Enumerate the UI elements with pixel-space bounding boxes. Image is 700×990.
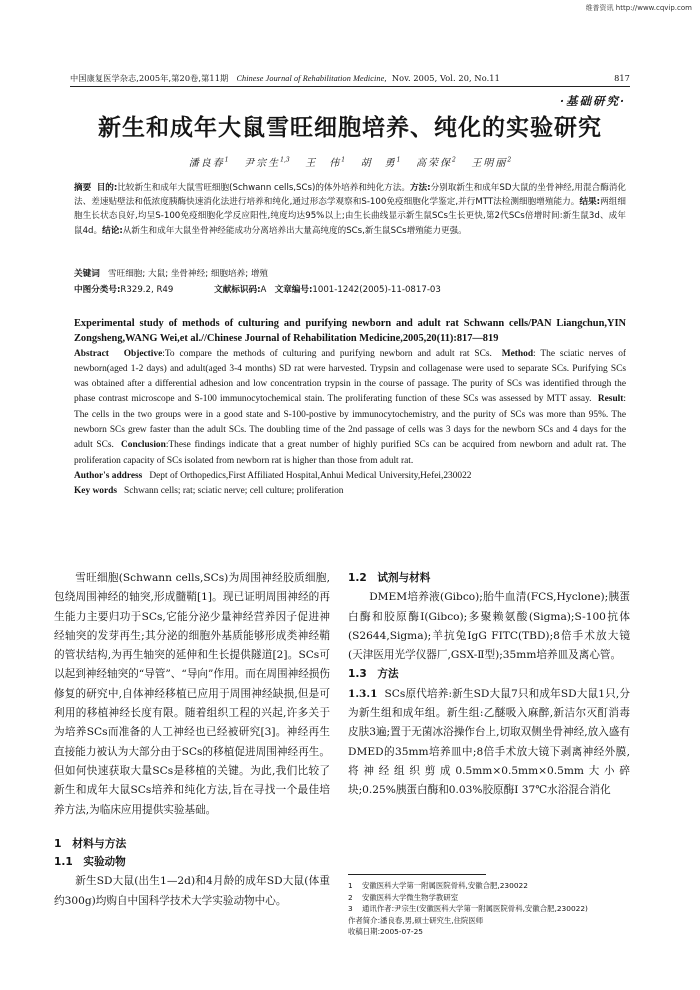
en-abstract-label: Abstract xyxy=(74,348,109,359)
section-heading-methods: 1 材料与方法 xyxy=(54,836,127,850)
english-keywords xyxy=(74,484,626,499)
section-tag: ·基础研究· xyxy=(559,94,626,108)
footnote-rule xyxy=(348,874,486,875)
subsection-heading-animals: 1.1 实验动物 xyxy=(54,856,126,869)
method-label: 方法: xyxy=(409,183,431,193)
conclusion-text: 从新生和成年大鼠坐骨神经能成功分离培养出大量高纯度的SCs,新生鼠SCs增殖能力更强。 xyxy=(122,225,467,236)
author: 胡 勇$^1$ xyxy=(360,156,401,169)
subsubsection-number: 1.3.1 xyxy=(348,687,378,700)
en-objective-label: Objective xyxy=(123,348,163,359)
clc-label: 中图分类号: xyxy=(74,285,121,295)
english-abstract xyxy=(74,316,626,500)
article-id-label: 文章编号: xyxy=(274,285,313,295)
footnote: 3 通讯作者:尹宗生(安徽医科大学第一附属医院骨科,安徽合肥,230022) xyxy=(348,904,588,914)
method-paragraph-text: SCs原代培养:新生SD大鼠7只和成年SD大鼠1只,分为新生组和成年组。新生组:乙醚吸入麻醉,新洁尔灭酊消毒皮肤3遍;置于无菌冰浴操作台上,切取双侧坐骨神经,放入盛有DMED的35mm培养皿中;8倍手术放大镜下剥离神经外膜,将神经组织剪成0.5mm×0.5mm×0.5mm大小碎块;0.25%胰蛋白酶和0.03%胶原酶Ⅰ 37℃水浴混合消化 xyxy=(348,687,630,797)
doc-code-label: 文献标识码: xyxy=(214,285,261,295)
footnotes xyxy=(348,880,630,938)
author-list xyxy=(70,154,630,169)
english-abstract-body xyxy=(74,347,626,469)
address-label: Author's address xyxy=(74,470,143,481)
method-paragraph xyxy=(348,685,630,801)
materials-paragraph: DMEM培养液(Gibco);胎牛血清(FCS,Hyclone);胰蛋白酶和胶原酶I(Gibco);多聚赖氨酸(Sigma);S-100抗体(S2644,Sigma);羊抗兔IgG FITC(TBD);8倍手术放大镜(天津医用光学仪器厂,GSX-Ⅱ型);35mm培养皿及离心管。 xyxy=(348,591,630,662)
conclusion-label: 结论: xyxy=(102,225,123,236)
doc-code-value: A xyxy=(260,285,267,295)
author: 王明丽$^2$ xyxy=(471,156,512,169)
en-method-label: Method xyxy=(501,348,534,359)
keywords-value: 雪旺细胞; 大鼠; 坐骨神经; 细胞培养; 增殖 xyxy=(108,269,269,279)
keywords xyxy=(74,267,626,281)
author: 王 伟$^1$ xyxy=(305,156,346,169)
en-keywords-label: Key words xyxy=(74,486,117,497)
classification-line xyxy=(74,283,626,295)
en-result-text: : The cells in the two groups were in a good state and S-100-postive by immunocytochemistry, and the purity of SCs was more than 95%. The newborn SCs grew faster than the adult SCs. The doubling time of the 2nd passage of cells was 3 days for the newborn SCs and 4 days for the adult SCs. xyxy=(74,394,626,451)
en-conclusion-text: :These findings indicate that a great number of highly purified SCs can be acquired from newborn and adult rat. The proliferation capacity of SCs isolated from newborn rat is higher than those from adult rat. xyxy=(74,440,626,466)
article-id-value: 1001-1242(2005)-11-0817-03 xyxy=(312,285,441,295)
running-header-cn: 中国康复医学杂志,2005年,第20卷,第11期 xyxy=(70,73,229,83)
objective-label: 目的: xyxy=(96,183,118,193)
running-header xyxy=(70,73,630,84)
running-header-journal: Chinese Journal of Rehabilitation Medicine, xyxy=(236,74,387,83)
author: 潘良春$^1$ xyxy=(188,156,229,169)
header-rule xyxy=(70,86,630,87)
footnote: 收稿日期:2005-07-25 xyxy=(348,927,424,937)
objective-text: 比较新生和成年大鼠雪旺细胞(Schwann cells,SCs)的体外培养和纯化方法。 xyxy=(117,183,410,193)
intro-paragraph: 雪旺细胞(Schwann cells,SCs)为周围神经胶质细胞,包绕周围神经的轴突,形成髓鞘[1]。现已证明周围神经的再生能力主要归功于SCs,它能分泌少量神经营养因子促进神经轴突的发芽再生;其分泌的细胞外基质能够形成类神经鞘的管状结构,为再生轴突的延伸和生长提供隧道[2]。SCs可以起到神经轴突的“导管”、“导向”作用。而在周围神经损伤修复的研究中,自体神经移植已应用于周围神经缺损,但是可利用的移植神经长度有限。随着组织工程的兴起,许多关于为培养SCs而准备的人工神经也已经被研究[3]。神经再生直接能力被认为大部分由于SCs的移植促进周围神经再生。但如何快速获取大量SCs是移植的关键。为此,我们比较了新生和成年大鼠SCs培养和纯化方法,旨在寻找一个最佳培养方法,为临床应用提供实验基础。 xyxy=(54,572,330,816)
footnote: 作者简介:潘良春,男,硕士研究生,住院医师 xyxy=(348,915,484,925)
body-column-right xyxy=(348,569,630,801)
chinese-abstract xyxy=(74,181,626,238)
watermark: 维普资讯 http://www.cqvip.com xyxy=(585,4,692,12)
running-header-issue: Nov. 2005, Vol. 20, No.11 xyxy=(391,73,500,83)
abstract-label: 摘要 xyxy=(74,183,92,193)
en-objective-text: :To compare the methods of culturing and purifying newborn and adult rat SCs. xyxy=(162,348,492,359)
en-keywords-text: Schwann cells; rat; sciatic nerve; cell culture; proliferation xyxy=(124,486,344,497)
page-number: 817 xyxy=(614,73,630,83)
author: 高荣保$^2$ xyxy=(416,156,456,169)
body-column-left xyxy=(54,569,330,911)
subsection-heading-method: 1.3 方法 xyxy=(348,668,399,681)
method-text: 分别取新生和成年SD大鼠的坐骨神经,用混合酶消化法、差速贴壁法和低浓度胰酶快速消化法进行培养和纯化,通过形态学观察和S-100免疫细胞化学鉴定,并行MTT法检测细胞增殖能力。 xyxy=(74,183,626,208)
footnote: 1 安徽医科大学第一附属医院骨科,安徽合肥,230022 xyxy=(348,881,528,890)
english-title: Experimental study of methods of culturing and purifying newborn and adult rat Schwann cells/PAN Liangchun,YIN Zongsheng,WANG Wei,et al.//Chinese Journal of Rehabilitation Medicine,2005,20(11):817—819 xyxy=(74,318,626,345)
subsection-heading-materials: 1.2 试剂与材料 xyxy=(348,572,431,584)
en-conclusion-label: Conclusion xyxy=(121,440,166,451)
keywords-label: 关键词 xyxy=(74,269,100,279)
author: 尹宗生$^{1,3}$ xyxy=(244,156,290,169)
author-address xyxy=(74,469,626,484)
en-result-label: Result xyxy=(597,394,624,405)
footnote: 2 安徽医科大学微生物学教研室 xyxy=(348,892,459,902)
clc-value: R329.2, R49 xyxy=(120,285,174,295)
paper-title: 新生和成年大鼠雪旺细胞培养、纯化的实验研究 xyxy=(98,114,602,141)
en-method-text: : The sciatic nerves of newborn(aged 1-2 days) and adult(aged 3-4 months) SD rat were harvested. Trypsin and collagenase were used to separate SCs. Purifying SCs was obtained after a differential adhesion and low concentration trypsin in the course of passage. The purity of SCs was identified through the phase contrast microscope and S-100 immunocytochemical stain. The proliferating function of these SCs was assessed by MTT assay. xyxy=(74,348,627,405)
address-text: Dept of Orthopedics,First Affiliated Hospital,Anhui Medical University,Hefei,230022 xyxy=(149,470,472,481)
result-text: 两组细胞生长状态良好,均呈S-100免疫细胞化学反应阳性,纯度均达95%以上;由生长曲线显示新生鼠SCs生长更快,第2代SCs倍增时间:新生鼠3d、成年鼠4d。 xyxy=(74,197,626,236)
result-label: 结果: xyxy=(579,197,601,208)
animals-paragraph: 新生SD大鼠(出生1—2d)和4月龄的成年SD大鼠(体重约300g)均购自中国科学技术大学实验动物中心。 xyxy=(54,875,330,907)
